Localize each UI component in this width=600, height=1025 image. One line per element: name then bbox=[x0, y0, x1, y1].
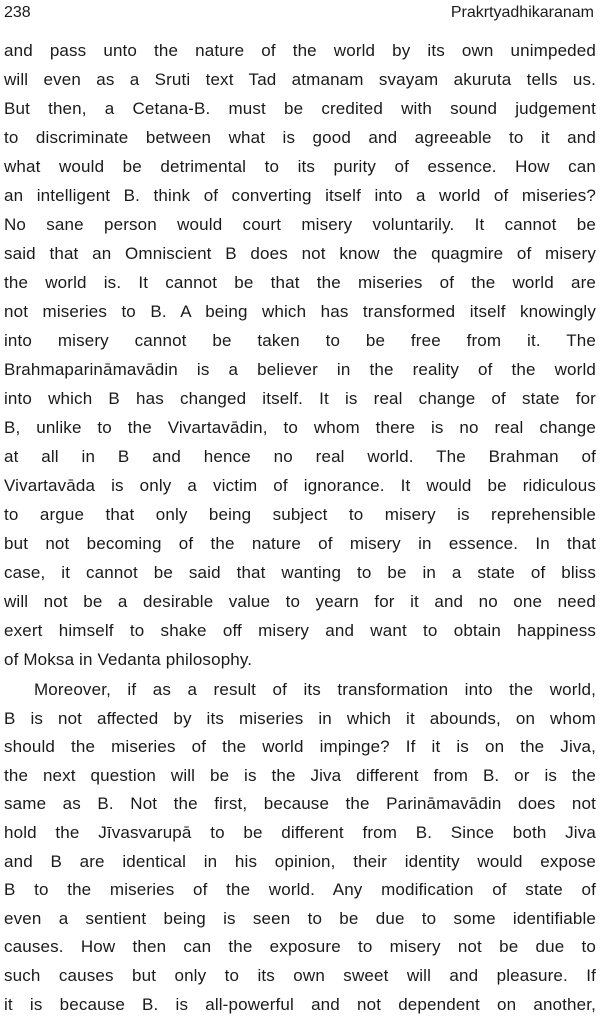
text-line: into which B has changed itself. It is real change of state for bbox=[4, 389, 596, 408]
text-line: Brahmaparināmavādin is a believer in the reality of the world bbox=[4, 360, 596, 379]
text-line: No sane person would court misery voluntarily. It cannot be bbox=[4, 215, 596, 234]
text-line: causes. How then can the exposure to misery not be due to bbox=[4, 937, 596, 957]
text-line: and B are identical in his opinion, their identity would expose bbox=[4, 851, 596, 871]
text-line: an intelligent B. think of converting itself into a world of miseries? bbox=[4, 186, 596, 205]
running-title: Prakrtyadhikaranam bbox=[450, 4, 594, 21]
text-line: not miseries to B. A being which has transformed itself knowingly bbox=[4, 302, 596, 321]
text-line: Moreover, if as a result of its transformation into the world, bbox=[34, 680, 596, 699]
text-line: of Moksa in Vedanta philosophy. bbox=[4, 650, 253, 669]
paragraph-2 bbox=[4, 676, 596, 1019]
page-header bbox=[4, 2, 594, 24]
text-line: But then, a Cetana-B. must be credited with sound judgement bbox=[4, 99, 596, 118]
text-line: what would be detrimental to its purity of essence. How can bbox=[4, 157, 596, 176]
text-line: B is not affected by its miseries in which it abounds, on whom bbox=[4, 708, 596, 728]
page-number: 238 bbox=[4, 4, 31, 21]
text-line: case, it cannot be said that wanting to be in a state of bliss bbox=[4, 563, 596, 582]
text-line: B to the miseries of the world. Any modification of state of bbox=[4, 880, 596, 900]
text-line: to discriminate between what is good and agreeable to it and bbox=[4, 128, 596, 147]
text-line: will even as a Sruti text Tad atmanam svayam akuruta tells us. bbox=[4, 70, 596, 89]
text-line: at all in B and hence no real world. The Brahman of bbox=[4, 447, 596, 466]
text-line: to argue that only being subject to misery is reprehensible bbox=[4, 505, 596, 524]
text-line: but not becoming of the nature of misery in essence. In that bbox=[4, 534, 596, 553]
text-line: should the miseries of the world impinge? If it is on the Jiva, bbox=[4, 737, 596, 757]
text-line: said that an Omniscient B does not know the quagmire of misery bbox=[4, 244, 596, 263]
text-line: exert himself to shake off misery and want to obtain happiness bbox=[4, 621, 596, 640]
text-line: even a sentient being is seen to be due to some identifiable bbox=[4, 908, 596, 928]
text-line: the world is. It cannot be that the miseries of the world are bbox=[4, 273, 596, 292]
text-line: will not be a desirable value to yearn for it and no one need bbox=[4, 592, 596, 611]
text-line: the next question will be is the Jiva different from B. or is the bbox=[4, 765, 596, 785]
text-line: into misery cannot be taken to be free from it. The bbox=[4, 331, 596, 350]
text-line: Vivartavāda is only a victim of ignorance. It would be ridiculous bbox=[4, 476, 596, 495]
text-line: same as B. Not the first, because the Parināmavādin does not bbox=[4, 794, 596, 814]
text-line: hold the Jīvasvarupā to be different from B. Since both Jiva bbox=[4, 822, 596, 842]
text-line: and pass unto the nature of the world by its own unimpeded bbox=[4, 41, 596, 60]
text-line: such causes but only to its own sweet will and pleasure. If bbox=[4, 965, 596, 985]
paragraph-1 bbox=[4, 36, 596, 674]
text-line: it is because B. is all-powerful and not dependent on another, bbox=[4, 994, 596, 1014]
text-line: B, unlike to the Vivartavādin, to whom there is no real change bbox=[4, 418, 596, 437]
